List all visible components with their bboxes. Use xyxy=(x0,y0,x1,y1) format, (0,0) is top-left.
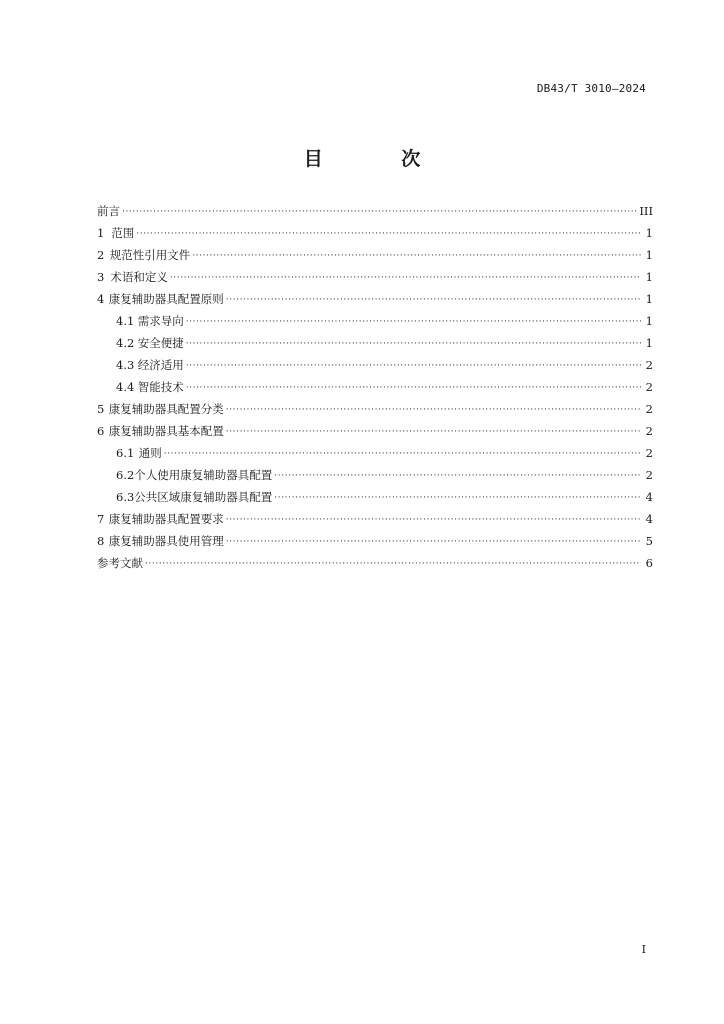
toc-entry[interactable] xyxy=(97,423,653,445)
toc-subentry[interactable] xyxy=(97,467,653,489)
toc-entry-label: 康复辅助器具使用管理 xyxy=(108,534,224,548)
dot-leader xyxy=(186,361,641,371)
toc-entry-label: 范围 xyxy=(111,226,135,240)
toc-entry-number: 6 xyxy=(97,424,105,438)
toc-entry-label: 规范性引用文件 xyxy=(109,248,191,262)
toc-entry-label: 前言 xyxy=(97,204,120,218)
dot-leader xyxy=(226,537,641,547)
toc-entry-number: 4.3 xyxy=(116,358,135,372)
toc-entry-number: 6.3 xyxy=(116,490,135,504)
dot-leader xyxy=(226,427,641,437)
dot-leader xyxy=(170,273,641,283)
toc-subentry[interactable] xyxy=(97,489,653,511)
toc-entry[interactable] xyxy=(97,203,653,225)
toc-entry-label: 康复辅助器具配置原则 xyxy=(108,292,224,306)
dot-leader xyxy=(226,405,641,415)
dot-leader xyxy=(274,471,641,481)
dot-leader xyxy=(122,207,637,217)
toc-entry-page: 5 xyxy=(645,534,653,548)
toc-entry-number: 5 xyxy=(97,402,105,416)
toc-entry-label: 公共区域康复辅助器具配置 xyxy=(134,490,273,504)
toc-entry-page: 1 xyxy=(645,226,653,240)
toc-subentry[interactable] xyxy=(97,313,653,335)
toc-entry-page: 1 xyxy=(645,292,653,306)
toc-entry-number: 2 xyxy=(97,248,105,262)
toc-entry-label: 智能技术 xyxy=(137,380,184,394)
toc-subentry[interactable] xyxy=(97,445,653,467)
toc-entry-page: 2 xyxy=(645,358,653,372)
dot-leader xyxy=(226,515,641,525)
page-title: 目 次 xyxy=(303,148,457,170)
toc-entry-page: 2 xyxy=(645,468,653,482)
dot-leader xyxy=(274,493,641,503)
table-of-contents xyxy=(97,203,653,577)
toc-entry[interactable] xyxy=(97,511,653,533)
toc-entry[interactable] xyxy=(97,401,653,423)
toc-subentry[interactable] xyxy=(97,357,653,379)
toc-entry-page: 1 xyxy=(645,270,653,284)
toc-entry-number: 7 xyxy=(97,512,105,526)
toc-entry-number: 3 xyxy=(97,270,105,284)
toc-entry-number: 6.1 xyxy=(116,446,135,460)
toc-entry-label: 术语和定义 xyxy=(110,270,168,284)
toc-entry-page: III xyxy=(639,204,653,218)
toc-entry-label: 参考文献 xyxy=(97,556,143,570)
toc-entry-number: 6.2 xyxy=(116,468,135,482)
toc-entry-page: 2 xyxy=(645,380,653,394)
toc-entry-number: 4.1 xyxy=(116,314,135,328)
toc-entry[interactable] xyxy=(97,247,653,269)
toc-entry-page: 4 xyxy=(645,512,653,526)
toc-entry-number: 8 xyxy=(97,534,105,548)
toc-entry-label: 需求导向 xyxy=(137,314,184,328)
toc-entry-number: 4 xyxy=(97,292,105,306)
toc-entry-label: 通则 xyxy=(138,446,162,460)
toc-entry-label: 安全便捷 xyxy=(137,336,184,350)
toc-entry[interactable] xyxy=(97,533,653,555)
toc-entry-number: 4.4 xyxy=(116,380,135,394)
toc-entry-page: 6 xyxy=(645,556,653,570)
toc-entry-number: 1 xyxy=(97,226,105,240)
toc-entry[interactable] xyxy=(97,555,653,577)
toc-entry-label: 康复辅助器具基本配置 xyxy=(108,424,224,438)
dot-leader xyxy=(186,383,641,393)
toc-entry-label: 个人使用康复辅助器具配置 xyxy=(134,468,273,482)
toc-entry[interactable] xyxy=(97,291,653,313)
toc-entry-label: 康复辅助器具配置分类 xyxy=(108,402,224,416)
dot-leader xyxy=(145,559,641,569)
toc-entry-page: 1 xyxy=(645,248,653,262)
toc-entry-label: 经济适用 xyxy=(137,358,184,372)
toc-entry-page: 2 xyxy=(645,446,653,460)
toc-entry-page: 4 xyxy=(645,490,653,504)
toc-subentry[interactable] xyxy=(97,379,653,401)
toc-entry-number: 4.2 xyxy=(116,336,135,350)
dot-leader xyxy=(164,449,641,459)
dot-leader xyxy=(186,339,641,349)
dot-leader xyxy=(136,229,641,239)
toc-entry-label: 康复辅助器具配置要求 xyxy=(108,512,224,526)
page-number: I xyxy=(641,943,646,956)
document-code: DB43/T 3010—2024 xyxy=(536,82,646,95)
toc-entry[interactable] xyxy=(97,225,653,247)
toc-subentry[interactable] xyxy=(97,335,653,357)
dot-leader xyxy=(192,251,641,261)
dot-leader xyxy=(226,295,641,305)
toc-entry-page: 1 xyxy=(645,336,653,350)
toc-entry-page: 2 xyxy=(645,424,653,438)
toc-entry-page: 1 xyxy=(645,314,653,328)
toc-entry-page: 2 xyxy=(645,402,653,416)
toc-entry[interactable] xyxy=(97,269,653,291)
dot-leader xyxy=(186,317,641,327)
